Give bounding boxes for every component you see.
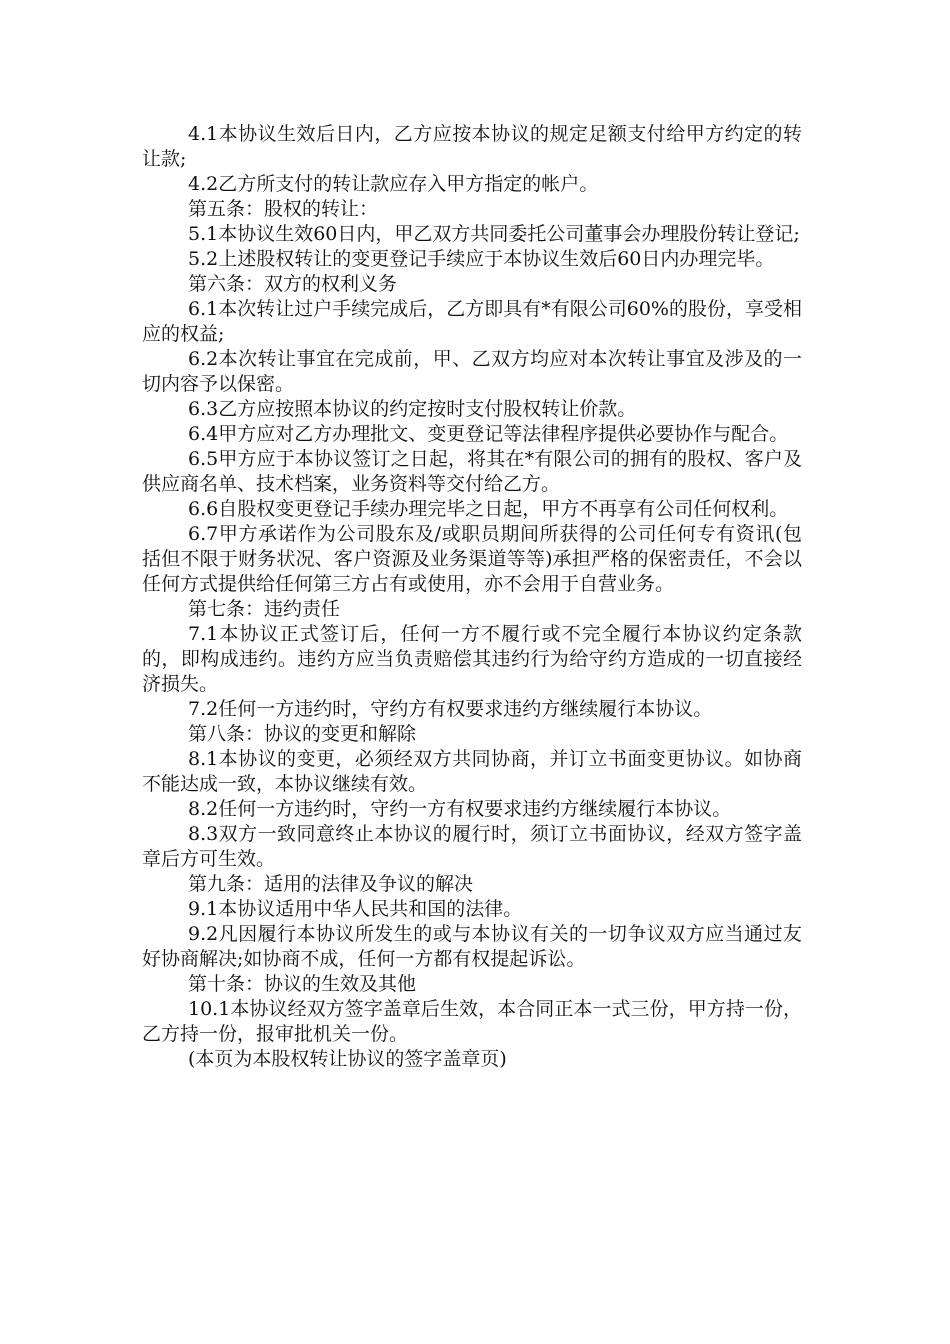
clause-paragraph: 6.2本次转让事宜在完成前，甲、乙双方均应对本次转让事宜及涉及的一切内容予以保密。 <box>142 348 802 395</box>
article-heading: 第六条：双方的权利义务 <box>188 273 398 295</box>
clause-paragraph: 4.2乙方所支付的转让款应存入甲方指定的帐户。 <box>188 173 599 195</box>
clause-paragraph: 6.6自股权变更登记手续办理完毕之日起，甲方不再享有公司任何权利。 <box>188 498 789 520</box>
article-heading: 第五条：股权的转让： <box>188 198 379 220</box>
article-heading: 第七条：违约责任 <box>188 598 341 620</box>
clause-paragraph: 7.1本协议正式签订后，任何一方不履行或不完全履行本协议约定条款的，即构成违约。违约方应当负责赔偿其违约行为给守约方造成的一切直接经济损失。 <box>142 623 802 695</box>
clause-paragraph: 8.3双方一致同意终止本协议的履行时，须订立书面协议，经双方签字盖章后方可生效。 <box>142 823 802 870</box>
clause-paragraph: 9.1本协议适用中华人民共和国的法律。 <box>188 898 523 920</box>
clause-paragraph: 6.4甲方应对乙方办理批文、变更登记等法律程序提供必要协作与配合。 <box>188 423 789 445</box>
clause-paragraph: 9.2凡因履行本协议所发生的或与本协议有关的一切争议双方应当通过友好协商解决;如协商不成，任何一方都有权提起诉讼。 <box>142 923 802 970</box>
clause-paragraph: 5.1本协议生效60日内，甲乙双方共同委托公司董事会办理股份转让登记; <box>188 223 800 245</box>
clause-paragraph: 7.2任何一方违约时，守约方有权要求违约方继续履行本协议。 <box>188 698 713 720</box>
clause-paragraph: 8.2任何一方违约时，守约一方有权要求违约方继续履行本协议。 <box>188 798 732 820</box>
clause-paragraph: 4.1本协议生效后日内，乙方应按本协议的规定足额支付给甲方约定的转让款; <box>142 123 802 170</box>
document-body <box>142 122 802 1072</box>
article-heading: 第八条：协议的变更和解除 <box>188 723 417 745</box>
article-heading: 第九条：适用的法律及争议的解决 <box>188 873 474 895</box>
clause-paragraph: 6.1本次转让过户手续完成后，乙方即具有*有限公司60%的股份，享受相应的权益; <box>142 298 802 345</box>
clause-paragraph: (本页为本股权转让协议的签字盖章页) <box>188 1048 507 1070</box>
article-heading: 第十条：协议的生效及其他 <box>188 973 417 995</box>
clause-paragraph: 6.7甲方承诺作为公司股东及/或职员期间所获得的公司任何专有资讯(包括但不限于财务状况、客户资源及业务渠道等等)承担严格的保密责任，不会以任何方式提供给任何第三方占有或使用，亦不会用于自营业务。 <box>142 523 802 595</box>
clause-paragraph: 10.1本协议经双方签字盖章后生效，本合同正本一式三份，甲方持一份，乙方持一份，报审批机关一份。 <box>142 998 802 1045</box>
clause-paragraph: 6.5甲方应于本协议签订之日起，将其在*有限公司的拥有的股权、客户及供应商名单、技术档案，业务资料等交付给乙方。 <box>142 448 802 495</box>
clause-paragraph: 6.3乙方应按照本协议的约定按时支付股权转让价款。 <box>188 398 637 420</box>
clause-paragraph: 5.2上述股权转让的变更登记手续应于本协议生效后60日内办理完毕。 <box>188 248 775 270</box>
clause-paragraph: 8.1本协议的变更，必须经双方共同协商，并订立书面变更协议。如协商不能达成一致，本协议继续有效。 <box>142 748 802 795</box>
